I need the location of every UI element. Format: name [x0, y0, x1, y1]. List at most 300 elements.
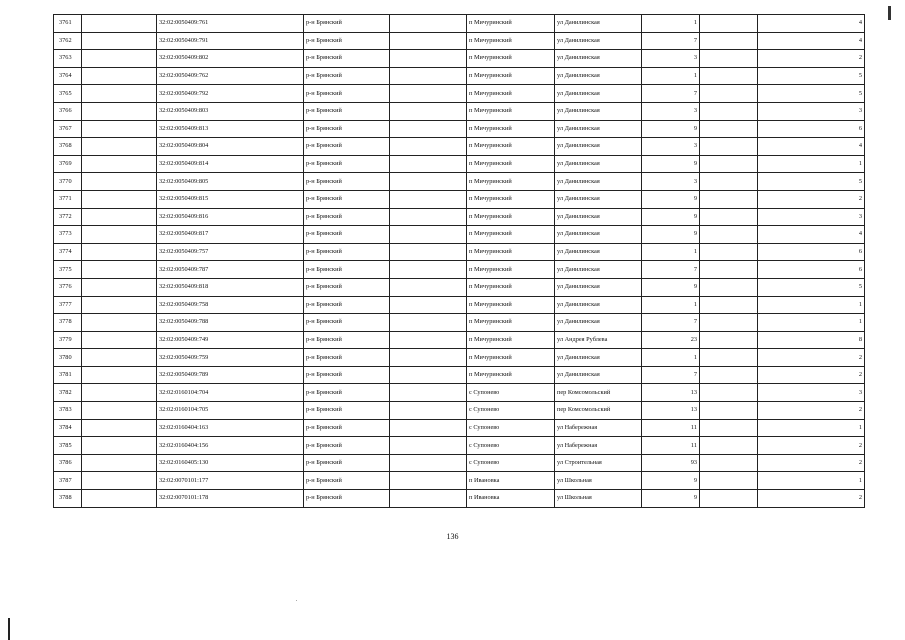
cell-record-number: 3766	[54, 102, 82, 120]
cell-district: р-н Брянский	[304, 67, 390, 85]
cell-count: 1	[758, 155, 865, 173]
cell-empty	[82, 366, 157, 384]
cell-empty	[82, 138, 157, 156]
cell-empty	[82, 67, 157, 85]
table-row	[54, 278, 865, 296]
cell-cadastral-number: 32:02:0050409:818	[157, 278, 304, 296]
cell-empty	[82, 331, 157, 349]
cell-settlement: п Мичуринский	[467, 32, 555, 50]
cell-record-number: 3767	[54, 120, 82, 138]
cell-house-number: 13	[642, 384, 700, 402]
cell-district: р-н Брянский	[304, 437, 390, 455]
cell-count: 5	[758, 67, 865, 85]
cell-empty	[390, 190, 467, 208]
cell-house-number: 9	[642, 226, 700, 244]
cell-house-number: 3	[642, 138, 700, 156]
table-row	[54, 120, 865, 138]
cell-house-number: 1	[642, 67, 700, 85]
cell-record-number: 3784	[54, 419, 82, 437]
cell-empty	[390, 331, 467, 349]
cell-empty	[82, 208, 157, 226]
cell-record-number: 3782	[54, 384, 82, 402]
cell-street: ул Набережная	[555, 437, 642, 455]
cell-settlement: п Мичуринский	[467, 67, 555, 85]
table-row	[54, 331, 865, 349]
cell-district: р-н Брянский	[304, 472, 390, 490]
cell-street: ул Школьная	[555, 472, 642, 490]
cell-empty	[82, 226, 157, 244]
table-row	[54, 384, 865, 402]
cell-empty	[700, 402, 758, 420]
cell-empty	[390, 155, 467, 173]
cell-empty	[390, 472, 467, 490]
cell-street: ул Данилинская	[555, 190, 642, 208]
cell-record-number: 3764	[54, 67, 82, 85]
table-row	[54, 155, 865, 173]
cell-empty	[700, 15, 758, 33]
cell-count: 6	[758, 243, 865, 261]
cell-settlement: п Ивановка	[467, 472, 555, 490]
cell-record-number: 3786	[54, 454, 82, 472]
cell-street: ул Строительная	[555, 454, 642, 472]
cell-house-number: 1	[642, 296, 700, 314]
cell-settlement: с Супонево	[467, 437, 555, 455]
cell-count: 4	[758, 32, 865, 50]
cell-empty	[390, 419, 467, 437]
cell-count: 2	[758, 402, 865, 420]
cell-district: р-н Брянский	[304, 349, 390, 367]
cell-street: ул Данилинская	[555, 32, 642, 50]
table-row	[54, 314, 865, 332]
cell-empty	[700, 120, 758, 138]
cell-house-number: 9	[642, 190, 700, 208]
cell-district: р-н Брянский	[304, 454, 390, 472]
cell-cadastral-number: 32:02:0050409:813	[157, 120, 304, 138]
cell-street: ул Данилинская	[555, 155, 642, 173]
cell-cadastral-number: 32:02:0050409:802	[157, 50, 304, 68]
table-row	[54, 437, 865, 455]
table-row	[54, 226, 865, 244]
cell-settlement: с Супонево	[467, 419, 555, 437]
cell-street: ул Данилинская	[555, 314, 642, 332]
table-row	[54, 15, 865, 33]
cell-cadastral-number: 32:02:0050409:803	[157, 102, 304, 120]
cell-cadastral-number: 32:02:0050409:792	[157, 85, 304, 103]
cell-empty	[700, 454, 758, 472]
cell-cadastral-number: 32:02:0050409:757	[157, 243, 304, 261]
cell-house-number: 3	[642, 50, 700, 68]
cell-empty	[390, 85, 467, 103]
cell-empty	[82, 437, 157, 455]
cell-district: р-н Брянский	[304, 32, 390, 50]
cell-house-number: 1	[642, 15, 700, 33]
cell-empty	[82, 402, 157, 420]
cell-empty	[82, 384, 157, 402]
cell-empty	[82, 15, 157, 33]
cell-empty	[82, 296, 157, 314]
cell-count: 2	[758, 437, 865, 455]
table-row	[54, 296, 865, 314]
cell-record-number: 3783	[54, 402, 82, 420]
cell-empty	[390, 402, 467, 420]
table-row	[54, 402, 865, 420]
cell-empty	[700, 278, 758, 296]
table-row	[54, 85, 865, 103]
cell-record-number: 3773	[54, 226, 82, 244]
cell-empty	[700, 261, 758, 279]
cell-count: 3	[758, 384, 865, 402]
cell-count: 8	[758, 331, 865, 349]
cell-house-number: 9	[642, 490, 700, 508]
cell-count: 1	[758, 296, 865, 314]
cell-empty	[82, 454, 157, 472]
cell-empty	[700, 349, 758, 367]
cell-empty	[390, 261, 467, 279]
cell-district: р-н Брянский	[304, 15, 390, 33]
cell-record-number: 3763	[54, 50, 82, 68]
cell-street: ул Данилинская	[555, 120, 642, 138]
cell-empty	[82, 102, 157, 120]
table-row	[54, 190, 865, 208]
cell-record-number: 3772	[54, 208, 82, 226]
cell-district: р-н Брянский	[304, 331, 390, 349]
cell-empty	[82, 85, 157, 103]
cell-count: 2	[758, 190, 865, 208]
cell-settlement: п Мичуринский	[467, 243, 555, 261]
cell-empty	[700, 155, 758, 173]
cell-count: 4	[758, 226, 865, 244]
cell-street: ул Школьная	[555, 490, 642, 508]
cell-street: ул Данилинская	[555, 102, 642, 120]
cell-district: р-н Брянский	[304, 366, 390, 384]
cell-cadastral-number: 32:02:0050409:762	[157, 67, 304, 85]
cell-district: р-н Брянский	[304, 419, 390, 437]
cell-settlement: п Мичуринский	[467, 366, 555, 384]
table-row	[54, 472, 865, 490]
cell-empty	[700, 243, 758, 261]
cell-street: ул Данилинская	[555, 261, 642, 279]
cell-empty	[390, 278, 467, 296]
cell-count: 4	[758, 138, 865, 156]
cell-district: р-н Брянский	[304, 208, 390, 226]
cell-house-number: 7	[642, 32, 700, 50]
cell-empty	[390, 173, 467, 191]
cell-count: 2	[758, 366, 865, 384]
cell-settlement: п Мичуринский	[467, 190, 555, 208]
cell-district: р-н Брянский	[304, 243, 390, 261]
table-row	[54, 102, 865, 120]
cell-record-number: 3779	[54, 331, 82, 349]
cell-street: ул Данилинская	[555, 243, 642, 261]
cell-district: р-н Брянский	[304, 490, 390, 508]
cell-empty	[390, 490, 467, 508]
cell-empty	[390, 120, 467, 138]
cell-district: р-н Брянский	[304, 120, 390, 138]
cell-empty	[390, 32, 467, 50]
cell-empty	[82, 155, 157, 173]
cell-count: 2	[758, 454, 865, 472]
cell-empty	[700, 208, 758, 226]
cell-street: ул Данилинская	[555, 349, 642, 367]
cell-count: 1	[758, 472, 865, 490]
cell-street: ул Данилинская	[555, 50, 642, 68]
scan-speck	[296, 600, 297, 601]
cell-count: 2	[758, 490, 865, 508]
cell-settlement: п Мичуринский	[467, 208, 555, 226]
cell-empty	[82, 490, 157, 508]
table-row	[54, 67, 865, 85]
cell-cadastral-number: 32:02:0050409:758	[157, 296, 304, 314]
cell-count: 4	[758, 15, 865, 33]
cell-district: р-н Брянский	[304, 85, 390, 103]
cell-street: ул Андрея Рублева	[555, 331, 642, 349]
table-row	[54, 138, 865, 156]
cell-record-number: 3777	[54, 296, 82, 314]
cell-record-number: 3768	[54, 138, 82, 156]
cell-record-number: 3781	[54, 366, 82, 384]
table-row	[54, 419, 865, 437]
cell-cadastral-number: 32:02:0050409:749	[157, 331, 304, 349]
cell-street: ул Данилинская	[555, 85, 642, 103]
table-row	[54, 173, 865, 191]
cell-settlement: п Мичуринский	[467, 226, 555, 244]
cell-empty	[700, 419, 758, 437]
cell-empty	[700, 331, 758, 349]
cell-street: ул Данилинская	[555, 278, 642, 296]
table-row	[54, 349, 865, 367]
table-row	[54, 50, 865, 68]
cell-house-number: 9	[642, 208, 700, 226]
cell-empty	[390, 349, 467, 367]
cell-empty	[390, 454, 467, 472]
cell-district: р-н Брянский	[304, 278, 390, 296]
cell-district: р-н Брянский	[304, 173, 390, 191]
cell-count: 6	[758, 120, 865, 138]
cell-empty	[82, 349, 157, 367]
cell-cadastral-number: 32:02:0050409:761	[157, 15, 304, 33]
cell-record-number: 3788	[54, 490, 82, 508]
cell-empty	[700, 67, 758, 85]
cell-empty	[390, 437, 467, 455]
cell-house-number: 3	[642, 173, 700, 191]
cell-record-number: 3765	[54, 85, 82, 103]
cell-cadastral-number: 32:02:0050409:788	[157, 314, 304, 332]
cell-settlement: п Мичуринский	[467, 85, 555, 103]
cell-record-number: 3761	[54, 15, 82, 33]
cell-settlement: п Мичуринский	[467, 102, 555, 120]
cell-cadastral-number: 32:02:0070101:177	[157, 472, 304, 490]
cell-house-number: 1	[642, 243, 700, 261]
cell-cadastral-number: 32:02:0050409:791	[157, 32, 304, 50]
cell-street: ул Данилинская	[555, 15, 642, 33]
cell-empty	[390, 208, 467, 226]
cell-empty	[700, 366, 758, 384]
cell-empty	[82, 173, 157, 191]
cell-house-number: 9	[642, 155, 700, 173]
registry-table-body	[54, 15, 865, 508]
cell-empty	[390, 67, 467, 85]
cell-house-number: 11	[642, 419, 700, 437]
cell-count: 1	[758, 314, 865, 332]
cell-record-number: 3770	[54, 173, 82, 191]
cell-street: ул Данилинская	[555, 226, 642, 244]
cell-record-number: 3775	[54, 261, 82, 279]
cell-house-number: 13	[642, 402, 700, 420]
cell-street: пер Комсомольский	[555, 384, 642, 402]
cell-empty	[82, 243, 157, 261]
cell-cadastral-number: 32:02:0050409:817	[157, 226, 304, 244]
cell-district: р-н Брянский	[304, 102, 390, 120]
cell-cadastral-number: 32:02:0160404:156	[157, 437, 304, 455]
cell-district: р-н Брянский	[304, 138, 390, 156]
cell-cadastral-number: 32:02:0050409:805	[157, 173, 304, 191]
cell-district: р-н Брянский	[304, 190, 390, 208]
cell-house-number: 9	[642, 120, 700, 138]
cell-empty	[82, 190, 157, 208]
scan-edge-mark-right	[888, 6, 891, 20]
cell-empty	[390, 15, 467, 33]
cell-empty	[82, 472, 157, 490]
cell-cadastral-number: 32:02:0160104:704	[157, 384, 304, 402]
cell-house-number: 7	[642, 314, 700, 332]
cell-empty	[82, 32, 157, 50]
table-row	[54, 243, 865, 261]
cell-empty	[700, 32, 758, 50]
cell-empty	[700, 472, 758, 490]
cell-empty	[700, 173, 758, 191]
cell-empty	[390, 384, 467, 402]
cell-district: р-н Брянский	[304, 50, 390, 68]
cell-record-number: 3762	[54, 32, 82, 50]
cell-street: ул Набережная	[555, 419, 642, 437]
cell-settlement: п Мичуринский	[467, 120, 555, 138]
cell-house-number: 9	[642, 278, 700, 296]
cell-street: ул Данилинская	[555, 67, 642, 85]
cell-house-number: 3	[642, 102, 700, 120]
cell-count: 2	[758, 349, 865, 367]
cell-settlement: с Супонево	[467, 454, 555, 472]
cell-record-number: 3785	[54, 437, 82, 455]
cell-empty	[82, 120, 157, 138]
cell-count: 3	[758, 102, 865, 120]
cell-house-number: 7	[642, 366, 700, 384]
cell-empty	[82, 261, 157, 279]
cell-empty	[700, 138, 758, 156]
cell-cadastral-number: 32:02:0160405:130	[157, 454, 304, 472]
cell-street: ул Данилинская	[555, 173, 642, 191]
cell-settlement: п Мичуринский	[467, 155, 555, 173]
cell-count: 6	[758, 261, 865, 279]
cell-empty	[390, 296, 467, 314]
cell-district: р-н Брянский	[304, 402, 390, 420]
cell-count: 1	[758, 419, 865, 437]
table-row	[54, 261, 865, 279]
cell-house-number: 93	[642, 454, 700, 472]
cell-cadastral-number: 32:02:0050409:816	[157, 208, 304, 226]
cell-house-number: 9	[642, 472, 700, 490]
cell-cadastral-number: 32:02:0050409:815	[157, 190, 304, 208]
cell-empty	[700, 226, 758, 244]
cell-street: пер Комсомольский	[555, 402, 642, 420]
cell-record-number: 3774	[54, 243, 82, 261]
cell-settlement: п Мичуринский	[467, 261, 555, 279]
cell-record-number: 3771	[54, 190, 82, 208]
table-row	[54, 366, 865, 384]
cell-empty	[390, 50, 467, 68]
cell-count: 5	[758, 173, 865, 191]
cell-street: ул Данилинская	[555, 296, 642, 314]
cell-empty	[82, 314, 157, 332]
cell-cadastral-number: 32:02:0160104:705	[157, 402, 304, 420]
cell-cadastral-number: 32:02:0070101:178	[157, 490, 304, 508]
cell-cadastral-number: 32:02:0160404:163	[157, 419, 304, 437]
cell-cadastral-number: 32:02:0050409:789	[157, 366, 304, 384]
cell-settlement: п Мичуринский	[467, 278, 555, 296]
cell-settlement: п Мичуринский	[467, 349, 555, 367]
cell-street: ул Данилинская	[555, 366, 642, 384]
cell-street: ул Данилинская	[555, 208, 642, 226]
cell-count: 3	[758, 208, 865, 226]
cell-empty	[700, 50, 758, 68]
cell-house-number: 7	[642, 85, 700, 103]
cell-settlement: п Мичуринский	[467, 50, 555, 68]
cell-district: р-н Брянский	[304, 296, 390, 314]
cell-house-number: 7	[642, 261, 700, 279]
cell-count: 5	[758, 85, 865, 103]
cell-empty	[82, 50, 157, 68]
cell-empty	[700, 490, 758, 508]
cell-house-number: 11	[642, 437, 700, 455]
cell-settlement: п Мичуринский	[467, 296, 555, 314]
cell-empty	[700, 296, 758, 314]
cell-cadastral-number: 32:02:0050409:814	[157, 155, 304, 173]
cell-record-number: 3776	[54, 278, 82, 296]
cell-house-number: 1	[642, 349, 700, 367]
cell-empty	[700, 437, 758, 455]
table-row	[54, 208, 865, 226]
cell-empty	[700, 384, 758, 402]
cell-settlement: с Супонево	[467, 384, 555, 402]
table-row	[54, 454, 865, 472]
table-row	[54, 490, 865, 508]
cell-empty	[390, 138, 467, 156]
cell-settlement: п Мичуринский	[467, 331, 555, 349]
cell-record-number: 3769	[54, 155, 82, 173]
cell-record-number: 3780	[54, 349, 82, 367]
cell-settlement: п Мичуринский	[467, 15, 555, 33]
cell-cadastral-number: 32:02:0050409:804	[157, 138, 304, 156]
cell-empty	[82, 278, 157, 296]
cell-settlement: п Мичуринский	[467, 314, 555, 332]
cell-district: р-н Брянский	[304, 384, 390, 402]
cell-cadastral-number: 32:02:0050409:787	[157, 261, 304, 279]
cell-empty	[700, 190, 758, 208]
cell-settlement: п Мичуринский	[467, 138, 555, 156]
table-row	[54, 32, 865, 50]
cell-settlement: п Ивановка	[467, 490, 555, 508]
cell-empty	[700, 102, 758, 120]
cell-street: ул Данилинская	[555, 138, 642, 156]
cell-empty	[82, 419, 157, 437]
page-number: 136	[446, 532, 459, 541]
cell-empty	[390, 366, 467, 384]
cell-district: р-н Брянский	[304, 226, 390, 244]
cell-settlement: п Мичуринский	[467, 173, 555, 191]
cell-count: 5	[758, 278, 865, 296]
cell-record-number: 3787	[54, 472, 82, 490]
cell-record-number: 3778	[54, 314, 82, 332]
cell-district: р-н Брянский	[304, 314, 390, 332]
